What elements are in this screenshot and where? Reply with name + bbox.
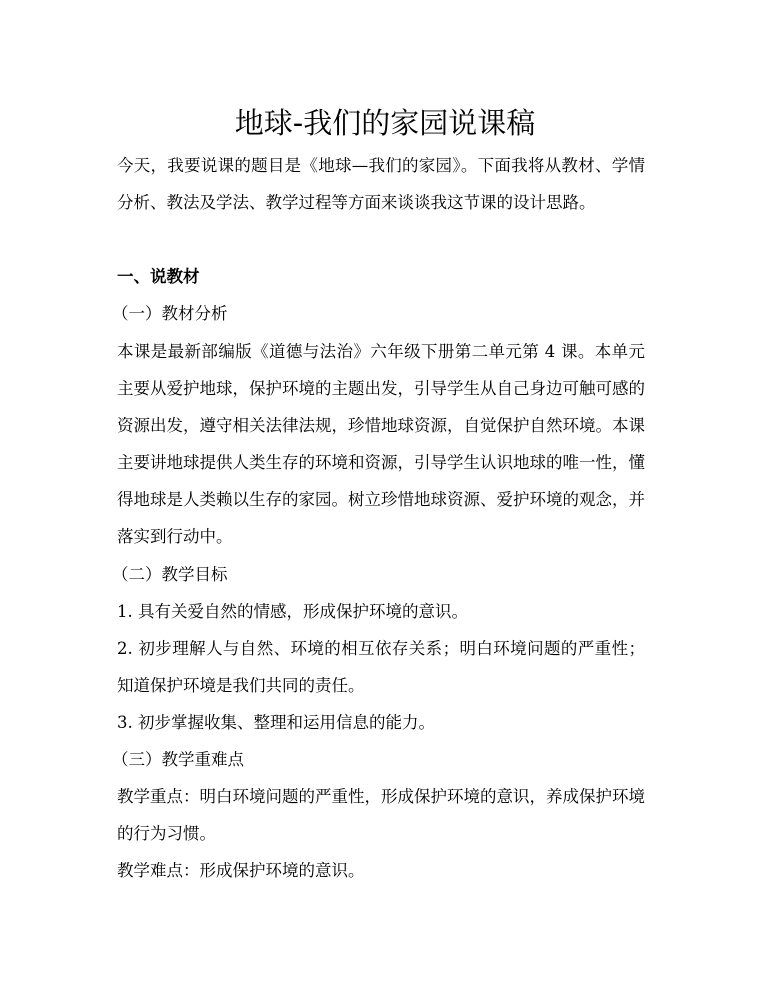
goal-item-3: 3. 初步掌握收集、整理和运用信息的能力。 (117, 713, 435, 732)
subheading-teaching-goals: （二）教学目标 (112, 565, 228, 584)
goal-item-2: 2. 初步理解人与自然、环境的相互依存关系；明白环境问题的严重性；知道保护环境是我们共同的责任。 (117, 639, 645, 695)
intro-paragraph: 今天，我要说课的题目是《地球—我们的家园》。下面我将从教材、学情分析、教法及学法、教学过程等方面来谈谈我这节课的设计思路。 (117, 156, 645, 212)
goal-item-1: 1. 具有关爱自然的情感，形成保护环境的意识。 (117, 602, 468, 621)
difficult-point-paragraph: 教学难点：形成保护环境的意识。 (117, 861, 365, 880)
subheading-key-difficult-points: （三）教学重难点 (112, 750, 244, 769)
textbook-analysis-paragraph: 本课是最新部编版《道德与法治》六年级下册第二单元第 4 课。本单元主要从爱护地球，保护环境的主题出发，引导学生从自己身边可触可感的资源出发，遵守相关法律法规，珍惜地球资源，自觉保护自然环境。本课主要讲地球提供人类生存的环境和资源，引导学生认识地球的唯一性，懂得地球是人类赖以生存的家园。树立珍惜地球资源、爱护环境的观念，并落实到行动中。 (117, 342, 645, 546)
subheading-textbook-analysis: （一）教材分析 (112, 304, 228, 323)
section-heading-textbook: 一、说教材 (117, 267, 200, 286)
key-point-paragraph: 教学重点：明白环境问题的严重性，形成保护环境的意识，养成保护环境的行为习惯。 (117, 787, 645, 843)
document-title: 地球-我们的家园说课稿 (234, 106, 536, 140)
